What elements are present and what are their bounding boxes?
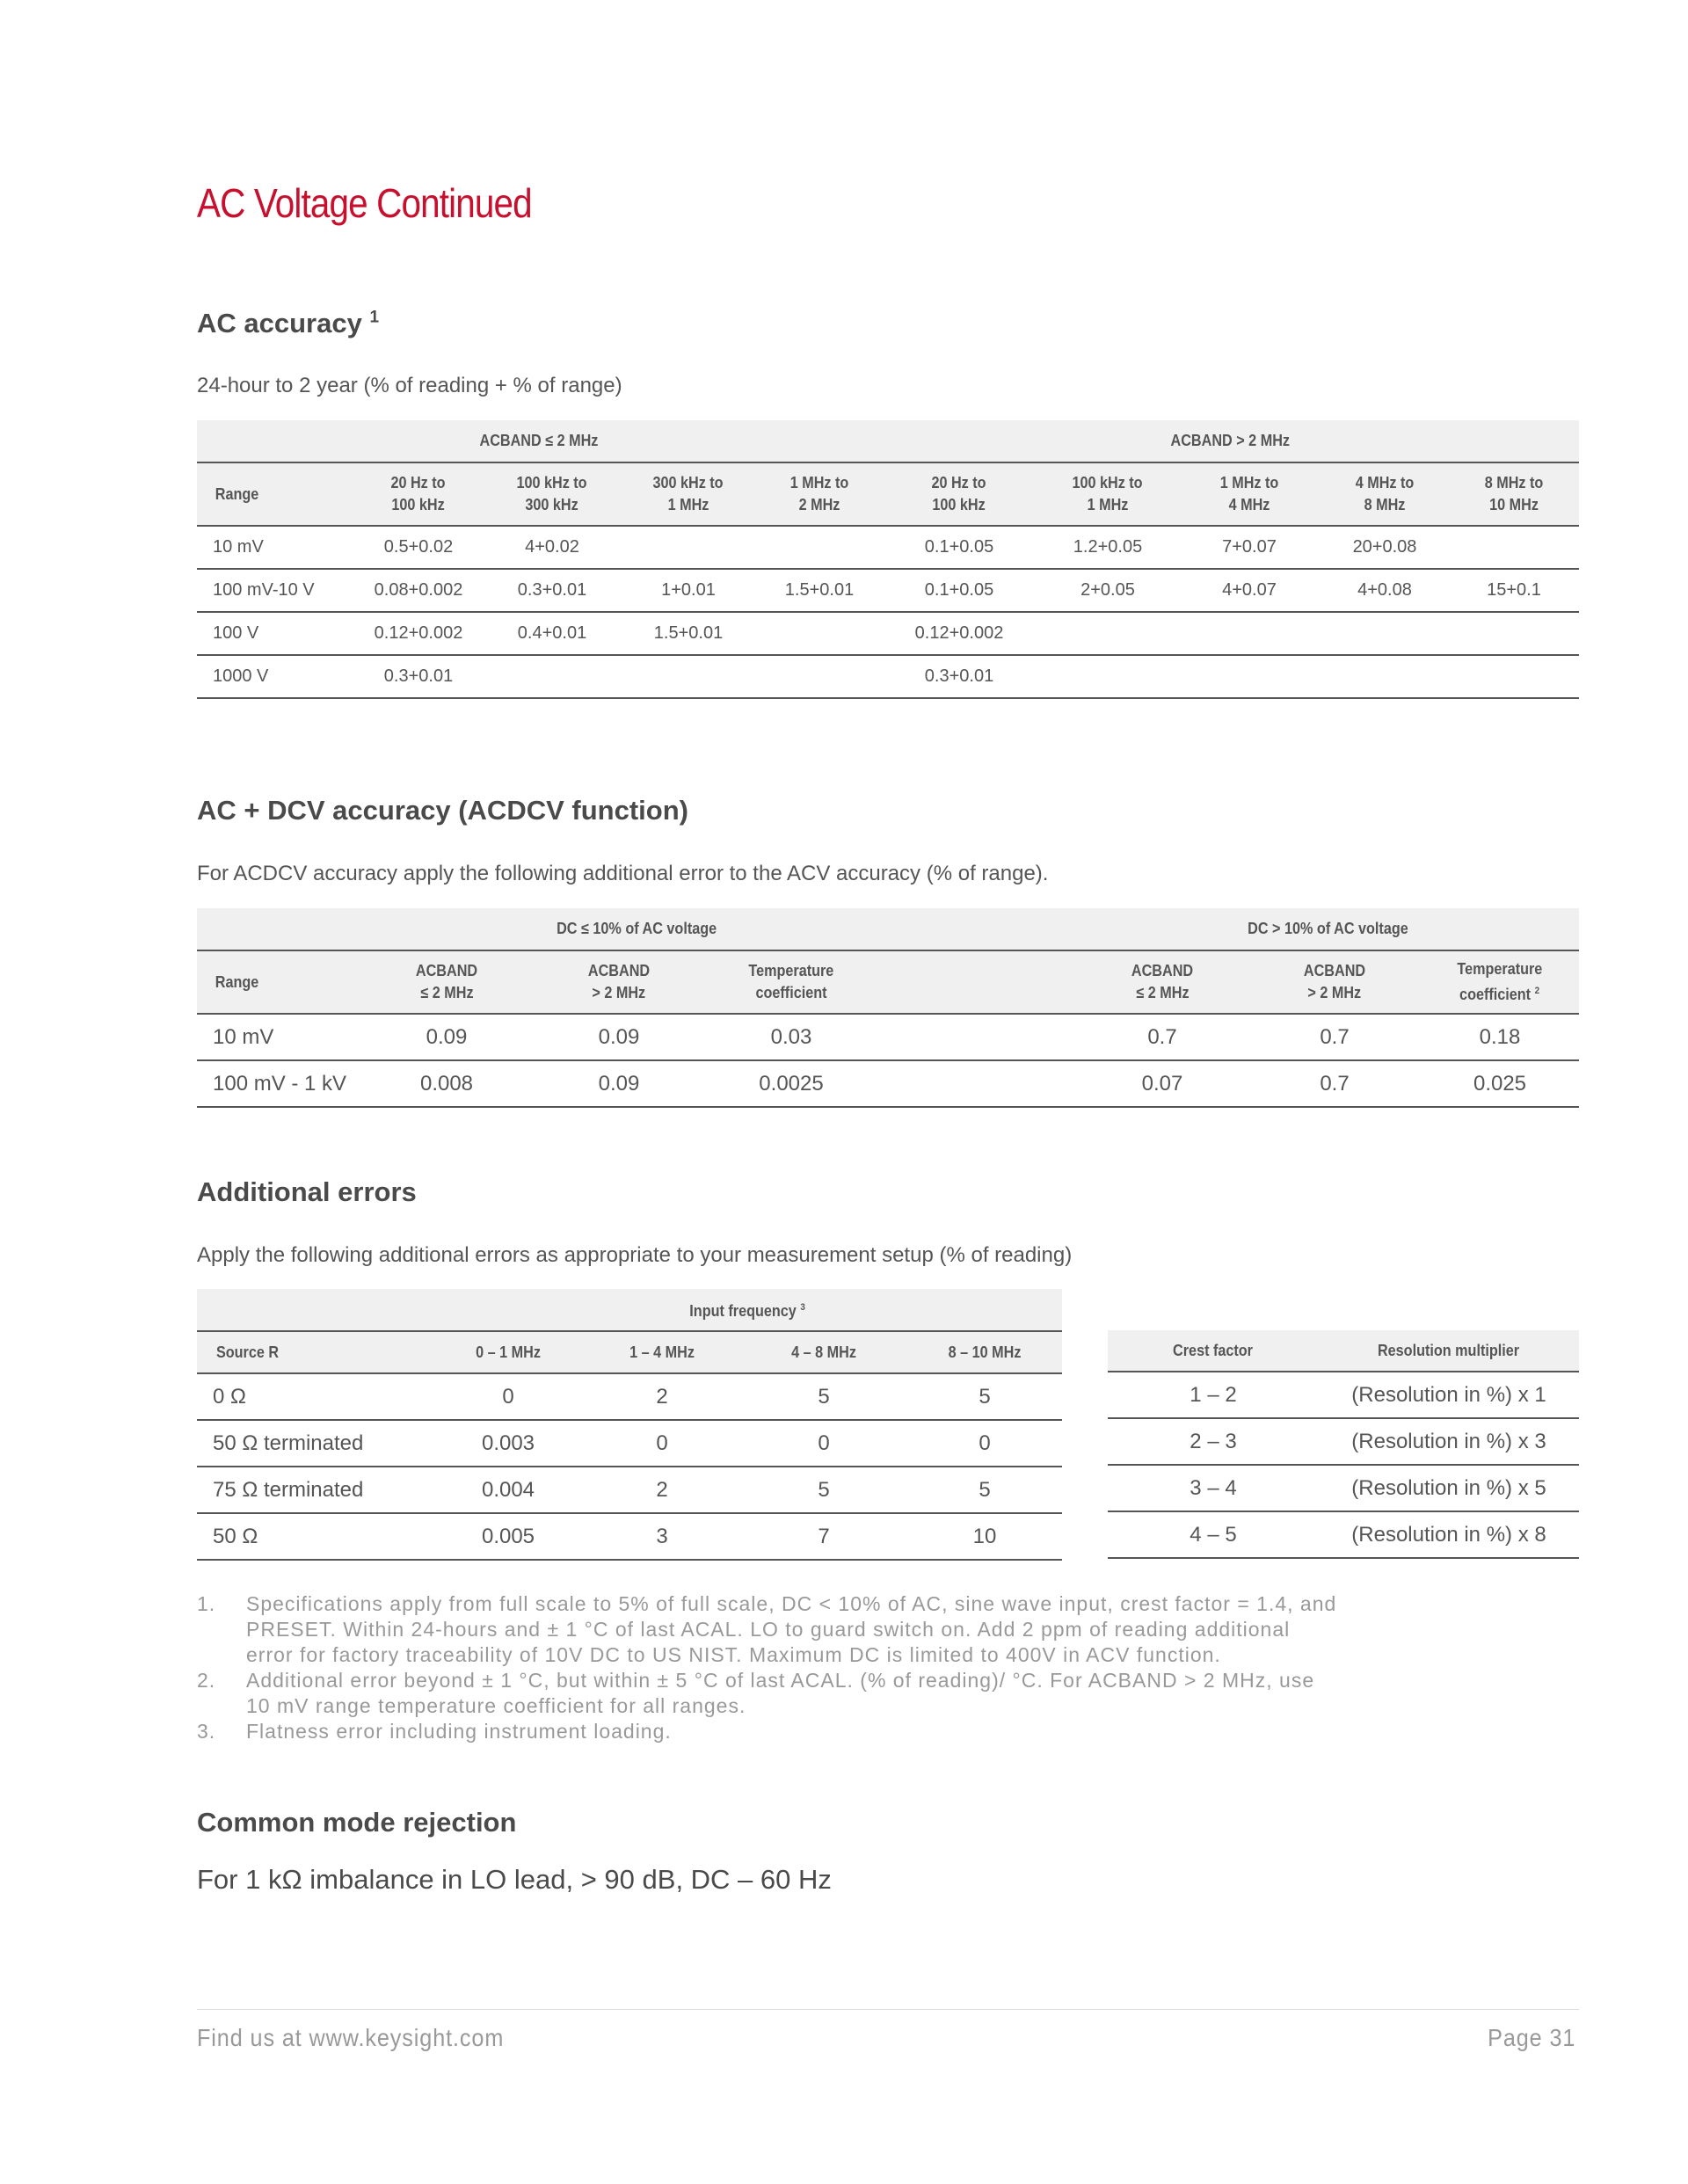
- table-cell: 0.004: [433, 1467, 584, 1513]
- table-cell: (Resolution in %) x 3: [1319, 1418, 1579, 1465]
- table-cell: [619, 655, 758, 698]
- table-cell-spacer: [877, 1014, 1076, 1060]
- table-row: [197, 569, 1579, 612]
- acdcv-heading: AC + DCV accuracy (ACDCV function): [197, 795, 688, 826]
- column-header: Crest factor: [1108, 1330, 1319, 1372]
- footnote-number: 3.: [197, 1720, 216, 1743]
- table-cell: 0.4+0.01: [485, 612, 619, 655]
- footer-divider: [197, 2009, 1579, 2010]
- footnote-number: 1.: [197, 1592, 216, 1615]
- column-header: 100 kHz to 300 kHz: [485, 462, 619, 526]
- table-cell: 5: [907, 1373, 1062, 1420]
- footnote-number: 2.: [197, 1669, 216, 1692]
- table-cell: 1 – 2: [1108, 1372, 1319, 1418]
- column-header: Temperature coefficient: [705, 950, 877, 1014]
- table-cell: 0.07: [1076, 1060, 1248, 1107]
- footnote-1: [197, 1591, 1551, 1668]
- column-header-range: Range: [197, 950, 360, 1014]
- group-header-acband-high: ACBAND > 2 MHz: [881, 420, 1579, 462]
- footnote-text: Flatness error including instrument loading.: [246, 1720, 672, 1743]
- table-cell: 5: [740, 1467, 907, 1513]
- column-header: 20 Hz to 100 kHz: [352, 462, 485, 526]
- table-cell: 0.1+0.05: [881, 526, 1037, 569]
- table-cell: 0.09: [360, 1014, 533, 1060]
- table-cell: [485, 655, 619, 698]
- table-cell: 0: [740, 1420, 907, 1467]
- column-header: 300 kHz to 1 MHz: [619, 462, 758, 526]
- ac-accuracy-table: [197, 420, 1579, 699]
- table-row: [1108, 1418, 1579, 1465]
- cmr-heading: Common mode rejection: [197, 1807, 517, 1838]
- table-cell: 5: [907, 1467, 1062, 1513]
- column-header: ACBAND ≤ 2 MHz: [1076, 950, 1248, 1014]
- column-header: 8 – 10 MHz: [907, 1331, 1062, 1373]
- cmr-text: For 1 kΩ imbalance in LO lead, > 90 dB, DC – 60 Hz: [197, 1864, 832, 1895]
- table-cell: 0.18: [1421, 1014, 1579, 1060]
- table-cell: 5: [740, 1373, 907, 1420]
- table-cell: 7+0.07: [1178, 526, 1321, 569]
- table-cell: [1037, 655, 1178, 698]
- column-header-range: Range: [197, 462, 352, 526]
- table-cell: 1.5+0.01: [758, 569, 881, 612]
- table-cell-spacer: [877, 1060, 1076, 1107]
- table-row: [197, 1060, 1579, 1107]
- column-header: 8 MHz to 10 MHz: [1449, 462, 1579, 526]
- table-cell: 0.09: [533, 1060, 705, 1107]
- table-cell: 50 Ω terminated: [197, 1420, 433, 1467]
- table-cell: 7: [740, 1513, 907, 1560]
- table-cell: 0.3+0.01: [485, 569, 619, 612]
- column-header-spacer: [877, 950, 1076, 1014]
- table-cell: 0.008: [360, 1060, 533, 1107]
- acdcv-table: [197, 908, 1579, 1108]
- table-cell: [758, 612, 881, 655]
- group-header-acband-low: ACBAND ≤ 2 MHz: [197, 420, 881, 462]
- column-header: 20 Hz to 100 kHz: [881, 462, 1037, 526]
- table-cell: 50 Ω: [197, 1513, 433, 1560]
- table-cell: 0.7: [1076, 1014, 1248, 1060]
- column-header: ACBAND ≤ 2 MHz: [360, 950, 533, 1014]
- group-header-blank: [197, 1289, 433, 1331]
- table-cell: 20+0.08: [1321, 526, 1449, 569]
- table-cell: 0: [907, 1420, 1062, 1467]
- table-row: [1108, 1372, 1579, 1418]
- table-cell: 10 mV: [197, 1014, 360, 1060]
- table-cell: 0.09: [533, 1014, 705, 1060]
- table-cell: 2: [584, 1373, 740, 1420]
- table-cell: 100 V: [197, 612, 352, 655]
- table-cell: [1178, 655, 1321, 698]
- table-cell: 4 – 5: [1108, 1511, 1319, 1558]
- table-cell: 10 mV: [197, 526, 352, 569]
- table-row: [197, 1513, 1062, 1560]
- table-cell: [1037, 612, 1178, 655]
- column-header-row: [197, 1331, 1062, 1373]
- table-cell: 0.003: [433, 1420, 584, 1467]
- table-row: [197, 526, 1579, 569]
- table-cell: 0.5+0.02: [352, 526, 485, 569]
- table-cell: 2+0.05: [1037, 569, 1178, 612]
- additional-errors-subtitle: Apply the following additional errors as appropriate to your measurement setup (% of reading): [197, 1243, 1073, 1267]
- table-cell: 15+0.1: [1449, 569, 1579, 612]
- table-row: [197, 1014, 1579, 1060]
- page-title: AC Voltage Continued: [197, 180, 532, 226]
- table-cell: 1+0.01: [619, 569, 758, 612]
- table-row: [197, 655, 1579, 698]
- column-header-row: [197, 950, 1579, 1014]
- table-cell: 4+0.02: [485, 526, 619, 569]
- table-cell: [1178, 612, 1321, 655]
- table-cell: 0.7: [1248, 1060, 1421, 1107]
- table-row: [197, 612, 1579, 655]
- table-cell: 0.3+0.01: [881, 655, 1037, 698]
- column-header: 100 kHz to 1 MHz: [1037, 462, 1178, 526]
- table-cell: [758, 655, 881, 698]
- table-cell: 0.005: [433, 1513, 584, 1560]
- column-header: 1 MHz to 4 MHz: [1178, 462, 1321, 526]
- column-header: Source R: [197, 1331, 433, 1373]
- ac-accuracy-subtitle: 24-hour to 2 year (% of reading + % of range): [197, 374, 622, 397]
- table-cell: 100 mV-10 V: [197, 569, 352, 612]
- group-header-dc-low: DC ≤ 10% of AC voltage: [197, 908, 1076, 950]
- column-header: 0 – 1 MHz: [433, 1331, 584, 1373]
- footnote-3: [197, 1719, 1551, 1744]
- column-header: Resolution multiplier: [1319, 1330, 1579, 1372]
- table-row: [1108, 1511, 1579, 1558]
- table-cell: 2: [584, 1467, 740, 1513]
- group-header-input-frequency: Input frequency $^3$: [433, 1289, 1062, 1331]
- table-row: [197, 1420, 1062, 1467]
- table-cell: 0: [584, 1420, 740, 1467]
- table-cell: (Resolution in %) x 1: [1319, 1372, 1579, 1418]
- column-header: Temperature coefficient $^2$: [1421, 950, 1579, 1014]
- table-cell: 0.0025: [705, 1060, 877, 1107]
- table-cell: 1.5+0.01: [619, 612, 758, 655]
- ac-accuracy-heading: AC accuracy $^1$: [197, 308, 380, 339]
- footnote-2: [197, 1668, 1551, 1719]
- additional-errors-heading: Additional errors: [197, 1176, 417, 1207]
- table-cell: 0.1+0.05: [881, 569, 1037, 612]
- footnote-text: Specifications apply from full scale to 5% of full scale, DC < 10% of AC, sine wave input, crest factor = 1.4, and PRESET. Within 24-hours and ± 1 °C of last ACAL. LO to guard switch on. Add 2 ppm of reading additional error for factory traceability of 10V DC to US NIST. Maximum DC is limited to 400V in ACV function.: [246, 1592, 1337, 1666]
- table-cell: 4+0.07: [1178, 569, 1321, 612]
- table-cell: 2 – 3: [1108, 1418, 1319, 1465]
- table-cell: [758, 526, 881, 569]
- table-cell: 0.08+0.002: [352, 569, 485, 612]
- column-header: ACBAND > 2 MHz: [1248, 950, 1421, 1014]
- table-cell: 0.12+0.002: [352, 612, 485, 655]
- table-cell: 1000 V: [197, 655, 352, 698]
- table-cell: [1449, 655, 1579, 698]
- column-header: 1 MHz to 2 MHz: [758, 462, 881, 526]
- table-cell: 3: [584, 1513, 740, 1560]
- crest-factor-table: [1108, 1330, 1579, 1559]
- table-cell: (Resolution in %) x 8: [1319, 1511, 1579, 1558]
- table-cell: [1321, 612, 1449, 655]
- group-header-dc-high: DC > 10% of AC voltage: [1076, 908, 1579, 950]
- table-row: [197, 1467, 1062, 1513]
- column-header: ACBAND > 2 MHz: [533, 950, 705, 1014]
- footnotes: [197, 1591, 1551, 1744]
- footer-website[interactable]: Find us at www.keysight.com: [197, 2024, 505, 2051]
- table-cell: 4+0.08: [1321, 569, 1449, 612]
- footnote-text: Additional error beyond ± 1 °C, but within ± 5 °C of last ACAL. (% of reading)/ °C. For ACBAND > 2 MHz, use 10 mV range temperature coefficient for all ranges.: [246, 1669, 1315, 1717]
- table-cell: 0.3+0.01: [352, 655, 485, 698]
- footer-page-number: Page 31: [1487, 2024, 1575, 2051]
- table-cell: 100 mV - 1 kV: [197, 1060, 360, 1107]
- table-cell: 3 – 4: [1108, 1465, 1319, 1511]
- table-cell: [1449, 526, 1579, 569]
- acdcv-subtitle: For ACDCV accuracy apply the following additional error to the ACV accuracy (% of range).: [197, 862, 1049, 885]
- table-cell: 10: [907, 1513, 1062, 1560]
- table-cell: 0.025: [1421, 1060, 1579, 1107]
- table-row: [1108, 1465, 1579, 1511]
- table-cell: 1.2+0.05: [1037, 526, 1178, 569]
- table-cell: [619, 526, 758, 569]
- table-cell: [1321, 655, 1449, 698]
- table-cell: 0 Ω: [197, 1373, 433, 1420]
- column-header: 1 – 4 MHz: [584, 1331, 740, 1373]
- table-cell: 0.7: [1248, 1014, 1421, 1060]
- table-cell: 0.03: [705, 1014, 877, 1060]
- column-header: 4 MHz to 8 MHz: [1321, 462, 1449, 526]
- table-cell: [1449, 612, 1579, 655]
- table-cell: 0: [433, 1373, 584, 1420]
- source-r-table: [197, 1289, 1062, 1561]
- table-row: [197, 1373, 1062, 1420]
- table-cell: (Resolution in %) x 5: [1319, 1465, 1579, 1511]
- column-header-row: [1108, 1330, 1579, 1372]
- column-header: 4 – 8 MHz: [740, 1331, 907, 1373]
- column-header-row: [197, 462, 1579, 526]
- table-cell: 0.12+0.002: [881, 612, 1037, 655]
- table-cell: 75 Ω terminated: [197, 1467, 433, 1513]
